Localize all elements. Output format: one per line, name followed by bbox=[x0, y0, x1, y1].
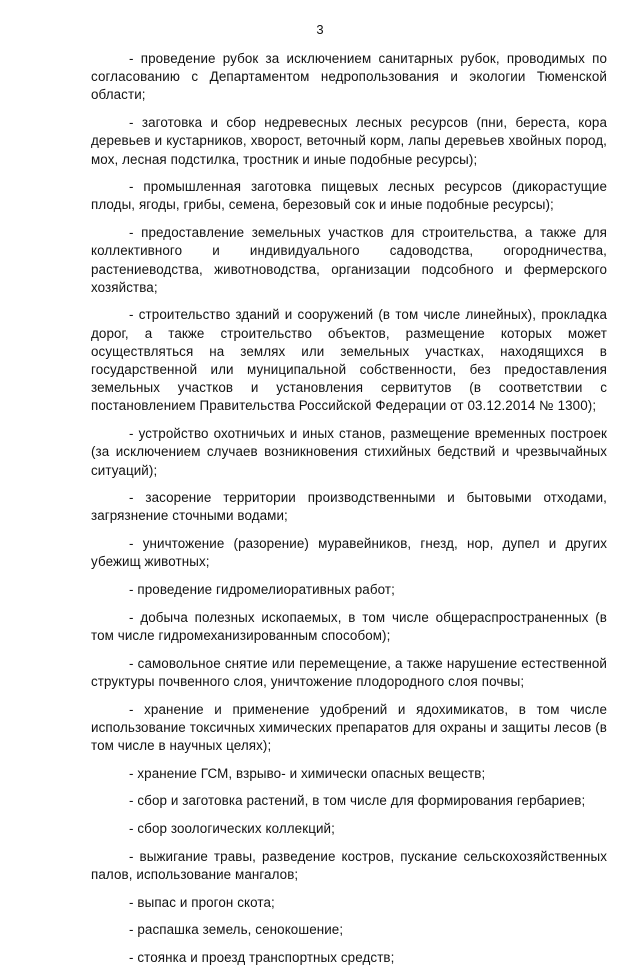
list-item: - стоянка и проезд транспортных средств; bbox=[129, 950, 395, 966]
list-item: - самовольное снятие или перемещение, а также нарушение естественной структуры почвенного слоя, уничтожение плодородного слоя почвы; bbox=[91, 655, 607, 689]
list-item: - промышленная заготовка пищевых лесных ресурсов (дикорастущие плоды, ягоды, грибы, семена, березовый сок и иные подобные ресурсы); bbox=[91, 179, 607, 213]
list-item: - хранение ГСМ, взрыво- и химически опасных веществ; bbox=[129, 765, 486, 781]
page-number: 3 bbox=[316, 22, 324, 37]
list-item: - уничтожение (разорение) муравейников, гнезд, нор, дупел и других убежищ животных; bbox=[91, 536, 607, 570]
list-item: - заготовка и сбор недревесных лесных ресурсов (пни, береста, кора деревьев и кустарников, хворост, веточный корм, лапы деревьев хвойных пород, мох, лесная подстилка, тростник и иные подобные ресурсы); bbox=[91, 115, 607, 167]
list-item: - распашка земель, сенокошение; bbox=[129, 922, 344, 938]
list-item: - предоставление земельных участков для строительства, а также для коллективного и индивидуального садоводства, огородничества, растениеводства, животноводства, организации подсобного и фермерского хозяйства; bbox=[91, 225, 607, 295]
list-item: - добыча полезных ископаемых, в том числе общераспространенных (в том числе гидромеханизированным способом); bbox=[91, 609, 607, 643]
document-body bbox=[91, 50, 607, 977]
list-item: - выпас и прогон скота; bbox=[129, 894, 275, 910]
list-item: - хранение и применение удобрений и ядохимикатов, в том числе использование токсичных химических препаратов для охраны и защиты лесов (в том числе в научных целях); bbox=[91, 701, 607, 753]
list-item: - сбор и заготовка растений, в том числе для формирования гербариев; bbox=[129, 793, 586, 809]
list-item: - выжигание травы, разведение костров, пускание сельскохозяйственных палов, использование мангалов; bbox=[91, 848, 607, 883]
list-item: - проведение рубок за исключением санитарных рубок, проводимых по согласованию с Департаментом недропользования и экологии Тюменской области; bbox=[91, 51, 607, 103]
list-item: - проведение гидромелиоративных работ; bbox=[129, 582, 395, 598]
list-item: - сбор зоологических коллекций; bbox=[129, 821, 335, 837]
list-item: - засорение территории производственными и бытовыми отходами, загрязнение сточными водами; bbox=[91, 490, 607, 524]
list-item: - строительство зданий и сооружений (в том числе линейных), прокладка дорог, а также строительство объектов, размещение которых может осуществляться на землях или земельных участках, находящихся в государственной или муниципальной собственности, без предоставления земельных участков и установления сервитутов (в соответствии с постановлением Правительства Российской Федерации от 03.12.2014 № 1300); bbox=[91, 307, 607, 414]
list-item: - устройство охотничьих и иных станов, размещение временных построек (за исключением случаев возникновения стихийных бедствий и чрезвычайных ситуаций); bbox=[91, 426, 607, 478]
